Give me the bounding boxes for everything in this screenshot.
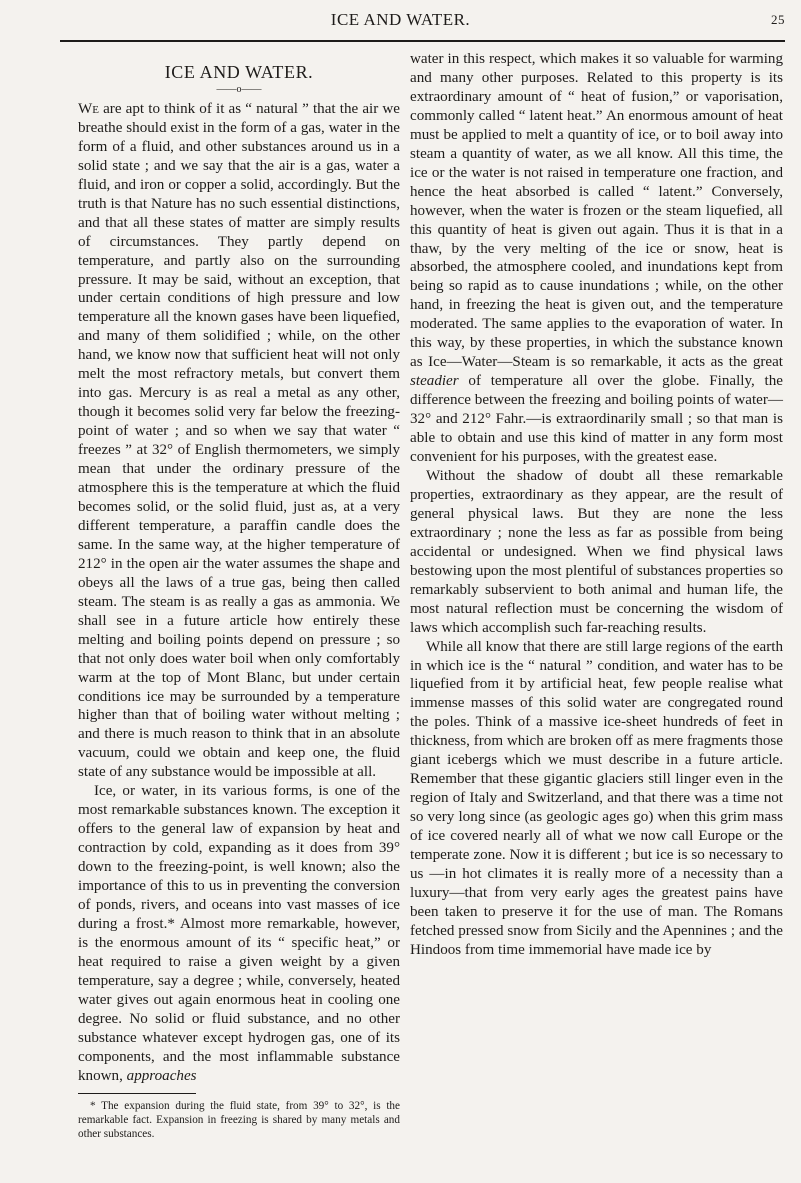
- paragraph-ice-properties: [78, 782, 400, 1085]
- paragraph-ice-properties-italic: approaches: [126, 1067, 197, 1084]
- article-title: ICE AND WATER.: [164, 62, 314, 82]
- footnote: * The expansion during the fluid state, from 39° to 32°, is the remarkable fact. Expansion in freezing is shared by many metals and other substances.: [78, 1099, 400, 1140]
- right-column: [410, 50, 783, 960]
- paragraph-latent-heat-text-end: of temperature all over the globe. Finally, the difference between the freezing and boiling points of water—32° and 212° Fahr.—is extraordinarily small ; so that man is able to obtain and use this kind of matter in any form most convenient for his purposes, with the greatest ease.: [410, 373, 783, 466]
- footnote-rule: [78, 1093, 196, 1094]
- paragraph-polar-ice: While all know that there are still large regions of the earth in which ice is the “ natural ” condition, and water has to be liquefied from it by artificial heat, few people realise what immense masses of this solid water are congregated round the poles. Think of a massive ice-sheet hundreds of feet in thickness, from which are broken off as mere fragments those giant icebergs which we must describe in a future article. Remember that these gigantic glaciers still linger even in the region of Italy and Switzerland, and that there was a time not so very long since (as geologic ages go) when this grim mass of ice covered nearly all of what we now call Europe or the temperate zone. Now it is different ; but ice is so necessary to us —in hot climates it is really more of a necessity than a luxury—that from very early ages the greatest pains have been taken to preserve it for the use of man. The Romans fetched pressed snow from Sicily and the Apennines ; and the Hindoos from time immemorial have made ice by: [410, 638, 783, 958]
- paragraph-physical-laws: Without the shadow of doubt all these remarkable properties, extraordinary as they appear, are the result of general physical laws. But they are none the less extraordinary ; none the less as far as possible from being accidental or undesigned. When we find physical laws bestowing upon the most plentiful of substances properties so remarkably subservient to both animal and human life, the most natural reflection must be concerning the wisdom of laws which accomplish such far-reaching results.: [410, 467, 783, 636]
- page-number: 25: [771, 12, 785, 27]
- paragraph-ice-properties-text: Ice, or water, in its various forms, is one of the most remarkable substances known. The exception it offers to the general law of expansion by heat and contraction by cold, expanding as it does from 39° down to the freezing-point, is well known; also the importance of this to us in preventing the conversion of ponds, rivers, and oceans into vast masses of ice during a frost.* Almost more remarkable, however, is the enormous amount of its “ specific heat,” or heat required to raise a given weight by a given temperature, say a degree ; while, conversely, heated water gives out again enormous heat in cooling one degree. No solid or fluid substance, and no other substance whatever except hydrogen gas, one of its components, and the most inflammable substance known,: [78, 783, 400, 1084]
- running-head-title: ICE AND WATER.: [330, 10, 471, 29]
- paragraph-latent-heat: [410, 50, 783, 467]
- title-ornament: ——o——: [216, 83, 262, 95]
- paragraph-intro-text: are apt to think of it as “ natural ” that the air we breathe should exist in the form of a gas, water in the form of a fluid, and other substances around us in a solid state ; and we say that the air is a gas, water a fluid, and iron or copper a solid, accordingly. But the truth is that Nature has no such essential distinctions, and that all these states of matter are simply results of circumstances. They partly depend on temperature, and partly also on the surrounding pressure. It may be said, without an exception, that under certain conditions of high pressure and low temperature all the known gases have been liquefied, and many of them solidified ; while, on the other hand, we know now that sufficient heat will not only melt the most refractory metals, but convert them into gas. Mercury is as real a metal as any other, though it becomes solid very far below the freezing-point of water ; and so when we say that water “ freezes ” at 32° of English thermometers, we simply mean that under the ordinary pressure of the atmosphere this is the temperature at which the fluid becomes solid, or the solid fluid, just as, at a very different temperature, a paraffin candle does the same. In the same way, at the higher temperature of 212° in the open air the water assumes the shape and obeys all the laws of a true gas, being then called steam. The steam is as really a gas as ammonia. We shall see in a future article how entirely these melting and boiling points depend on pressure ; so that not only does water boil when only comfortably warm at the top of Mont Blanc, but under certain conditions ice may be surrounded by a temperature higher than that of boiling water without melting ; and there is much reason to think that in an absolute vacuum, could we obtain and keep one, the fluid state of any substance would be impossible at all.: [78, 100, 400, 781]
- paragraph-latent-heat-italic: steadier: [410, 373, 459, 390]
- header-rule: [60, 40, 785, 42]
- left-column: [78, 50, 400, 1141]
- opening-small-caps: We: [78, 100, 99, 117]
- paragraph-intro: [78, 100, 400, 782]
- running-head: [0, 10, 801, 36]
- paragraph-latent-heat-text: water in this respect, which makes it so valuable for warming and many other purposes. Related to this property is its extraordinary amount of “ heat of fusion,” or vaporisation, commonly called “ latent heat.” An enormous amount of heat must be applied to melt a quantity of ice, or to boil away into steam a quantity of water, as we all know. All this time, the ice or the water is not raised in temperature one fraction, and hence the heat absorbed is called “ latent.” Conversely, however, when the water is frozen or the steam liquefied, all this quantity of heat is given out again. Thus it is that in a thaw, by the very melting of the ice or snow, heat is absorbed, the atmosphere cooled, and inundations kept from being so rapid as to cause inundations ; while, on the other hand, in freezing the heat is given out, and the temperature moderated. The same applies to the evaporation of water. In this way, by these properties, in which the substance known as Ice—Water—Steam is so remarkable, it acts as the great: [410, 51, 783, 371]
